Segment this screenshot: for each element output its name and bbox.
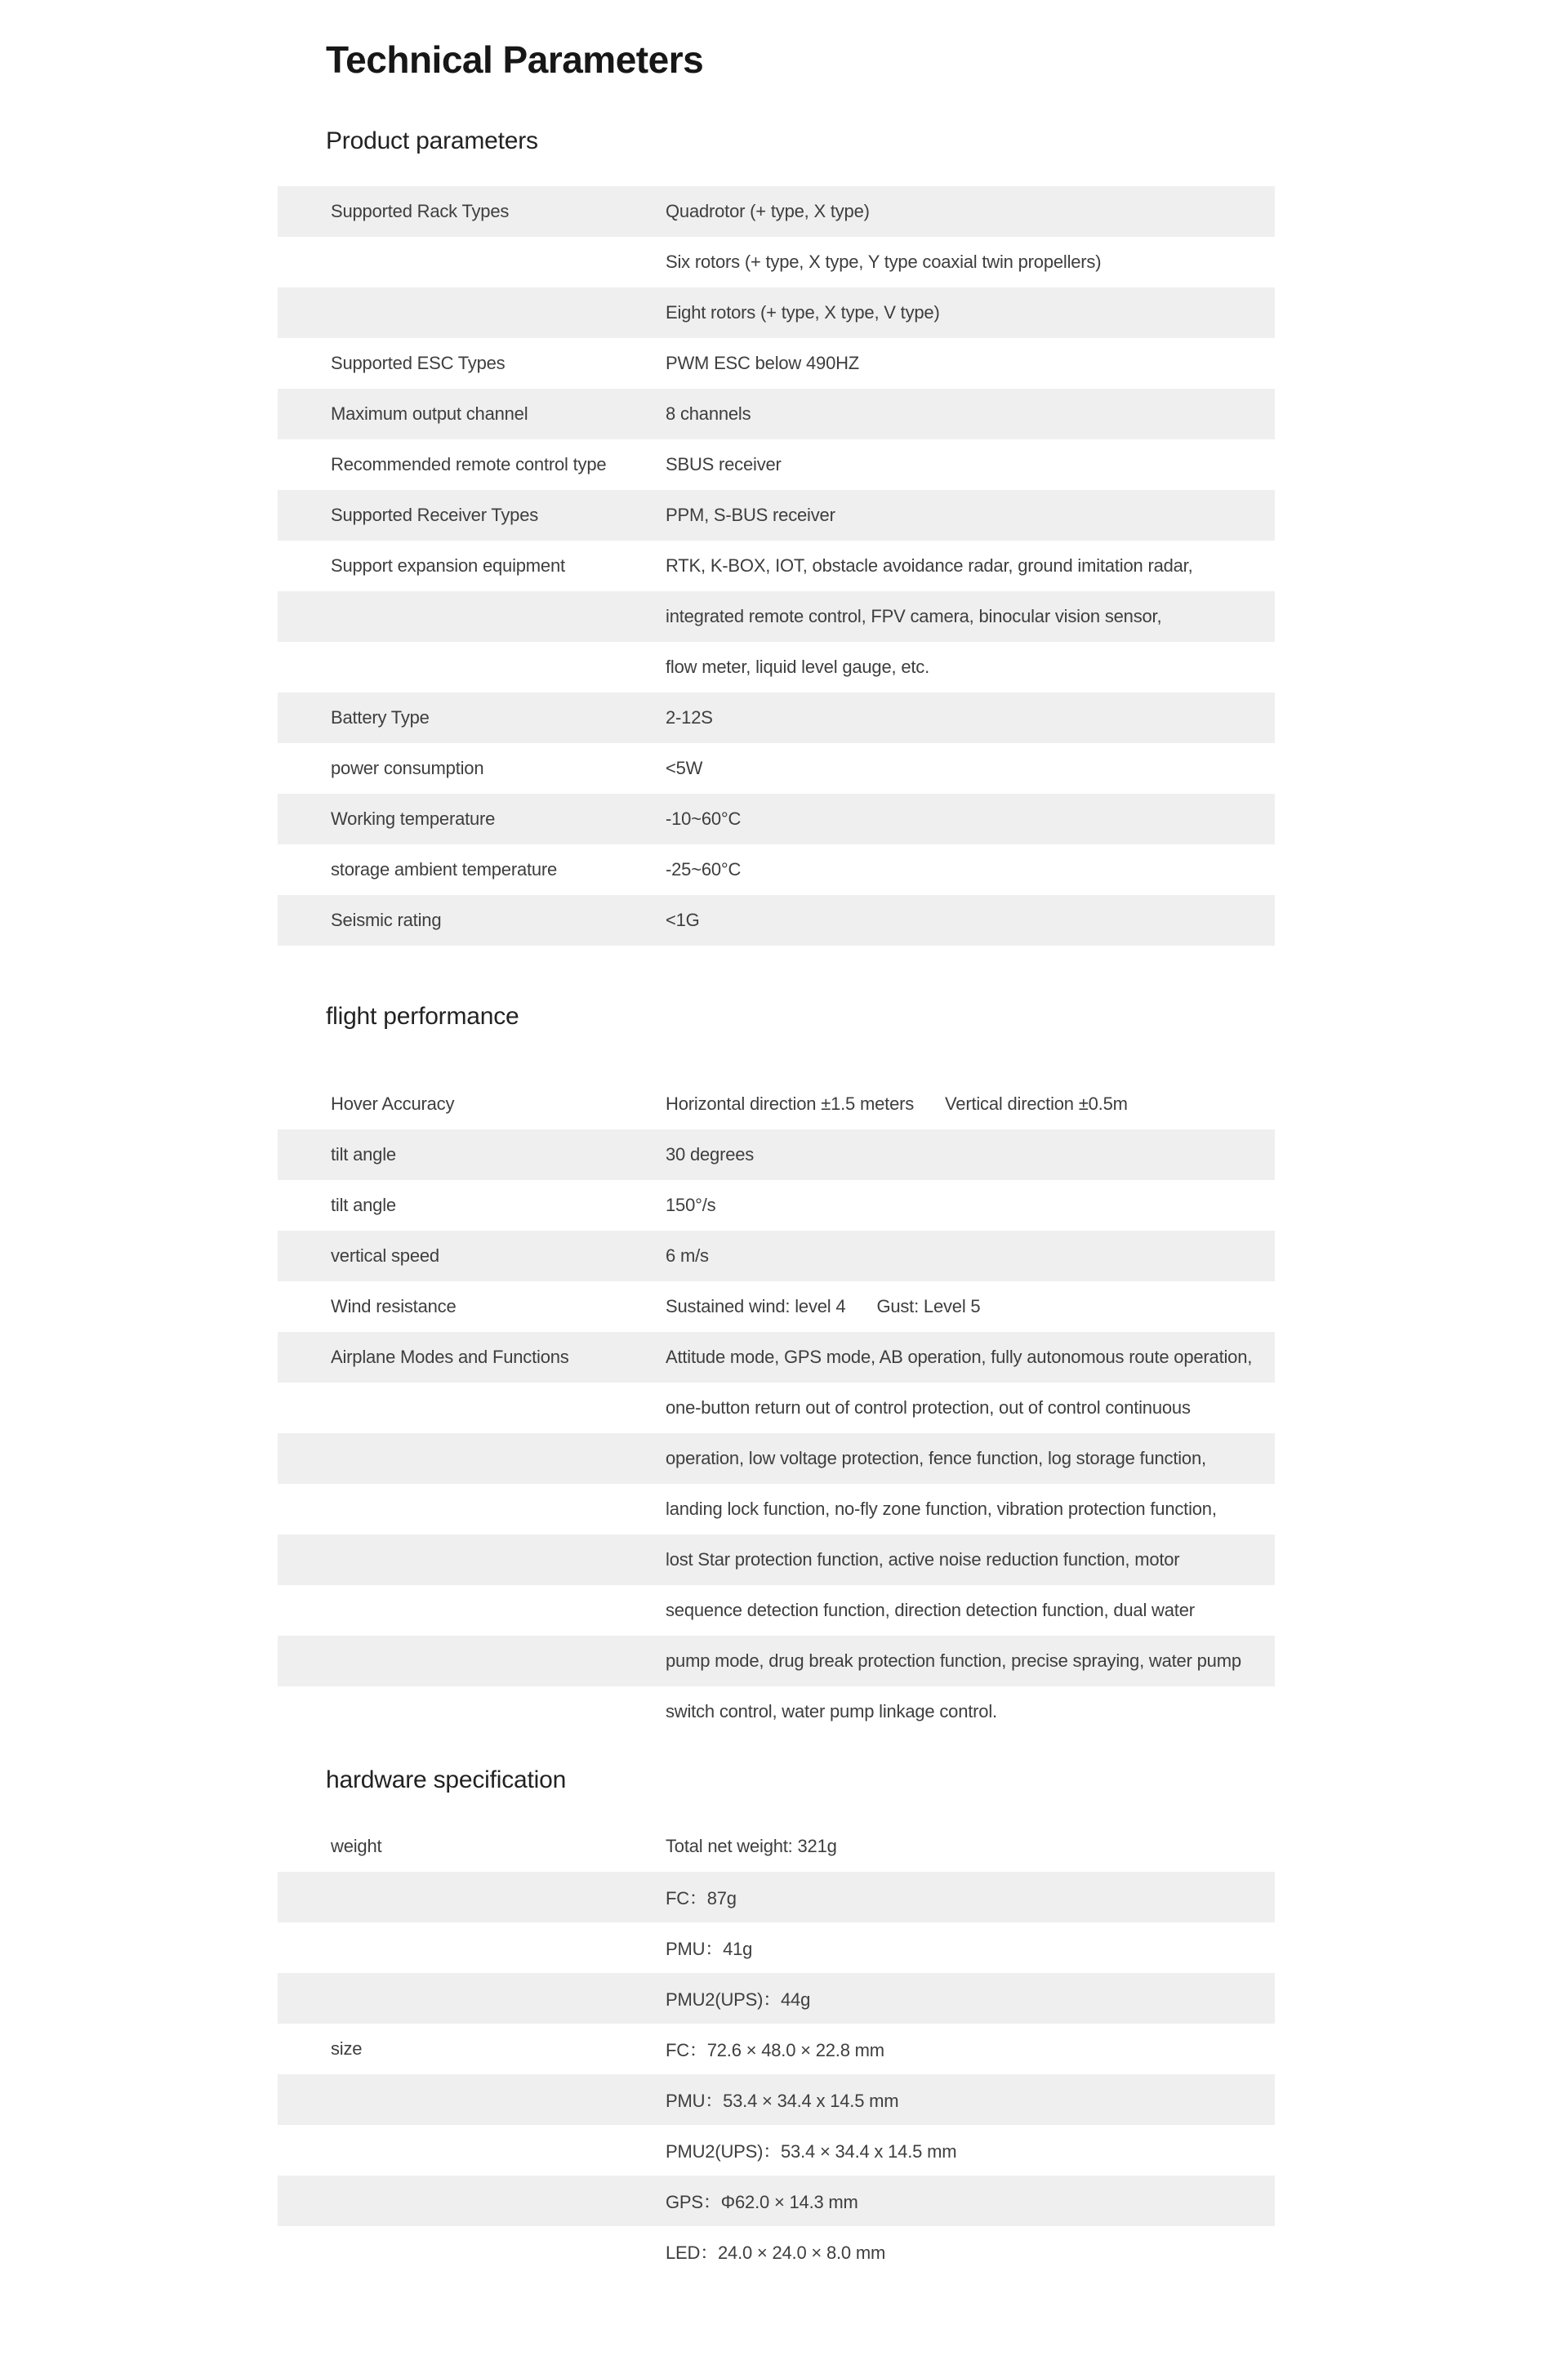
row-value: GPS：Φ62.0 × 14.3 mm (666, 2191, 858, 2212)
spec-row (278, 1585, 1275, 1636)
row-value: PMU：41g (666, 1938, 753, 1959)
spec-row (278, 2176, 1275, 2226)
spec-row (278, 1079, 1275, 1129)
flight-performance-table (278, 1079, 1275, 1737)
spec-row (278, 1281, 1275, 1332)
spec-row (278, 1433, 1275, 1484)
row-label: Hover Accuracy (331, 1093, 455, 1114)
section-heading-flight-performance: flight performance (326, 1003, 519, 1030)
row-value: SBUS receiver (666, 454, 782, 474)
row-value-secondary: Gust: Level 5 (876, 1296, 981, 1316)
row-value: LED：24.0 × 24.0 × 8.0 mm (666, 2242, 886, 2263)
spec-row (278, 1383, 1275, 1433)
row-label: size (331, 2038, 363, 2059)
row-value: 150°/s (666, 1195, 716, 1215)
row-value: Total net weight: 321g (666, 1836, 837, 1856)
spec-row (278, 1636, 1275, 1686)
spec-row (278, 1534, 1275, 1585)
spec-row (278, 1484, 1275, 1534)
row-value: Sustained wind: level 4 (666, 1296, 846, 1316)
spec-row (278, 338, 1275, 389)
spec-row (278, 1872, 1275, 1922)
row-label: Supported ESC Types (331, 353, 506, 373)
row-value: 30 degrees (666, 1144, 755, 1165)
row-value: 8 channels (666, 403, 751, 424)
row-value: one-button return out of control protection, out of control continuous (666, 1397, 1191, 1418)
section-heading-product-parameters: Product parameters (326, 127, 538, 154)
row-value: Horizontal direction ±1.5 meters (666, 1093, 915, 1114)
row-label: Supported Rack Types (331, 201, 510, 221)
row-value: Quadrotor (+ type, X type) (666, 201, 870, 221)
row-label: Support expansion equipment (331, 555, 565, 576)
row-label: Working temperature (331, 808, 496, 829)
spec-row (278, 439, 1275, 490)
spec-row (278, 186, 1275, 237)
spec-row (278, 237, 1275, 287)
row-label: storage ambient temperature (331, 859, 558, 880)
spec-row (278, 1973, 1275, 2024)
spec-row (278, 541, 1275, 591)
spec-row (278, 1180, 1275, 1231)
spec-row (278, 693, 1275, 743)
row-value: 6 m/s (666, 1245, 709, 1266)
spec-row (278, 1922, 1275, 1973)
row-value: lost Star protection function, active noise reduction function, motor (666, 1549, 1180, 1570)
row-label: tilt angle (331, 1144, 396, 1165)
spec-row (278, 844, 1275, 895)
row-value: PPM, S-BUS receiver (666, 505, 835, 525)
row-value: operation, low voltage protection, fence function, log storage function, (666, 1448, 1206, 1468)
row-value: landing lock function, no-fly zone function, vibration protection function, (666, 1499, 1217, 1519)
row-value: 2-12S (666, 707, 713, 728)
spec-row (278, 2074, 1275, 2125)
section-heading-hardware-specification: hardware specification (326, 1766, 567, 1793)
row-value: integrated remote control, FPV camera, binocular vision sensor, (666, 606, 1162, 626)
row-value: sequence detection function, direction detection function, dual water (666, 1600, 1195, 1620)
row-label: Airplane Modes and Functions (331, 1347, 569, 1367)
row-value: switch control, water pump linkage control. (666, 1701, 997, 1721)
row-value: PMU：53.4 × 34.4 x 14.5 mm (666, 2090, 899, 2111)
row-value: FC：87g (666, 1887, 737, 1908)
spec-row (278, 794, 1275, 844)
row-value: Six rotors (+ type, X type, Y type coaxial twin propellers) (666, 252, 1102, 272)
row-value: -10~60°C (666, 808, 742, 829)
row-value: PMU2(UPS)：44g (666, 1989, 811, 2010)
row-label: power consumption (331, 758, 484, 778)
spec-row (278, 2024, 1275, 2074)
row-label: Seismic rating (331, 910, 442, 930)
hardware-specification-table (278, 1821, 1275, 2277)
row-label: Supported Receiver Types (331, 505, 539, 525)
spec-row (278, 2226, 1275, 2277)
spec-row (278, 1129, 1275, 1180)
spec-row (278, 895, 1275, 946)
row-label: Maximum output channel (331, 403, 528, 424)
row-value: <1G (666, 910, 700, 930)
row-label: Wind resistance (331, 1296, 457, 1316)
row-label: weight (331, 1836, 382, 1856)
row-value-secondary: Vertical direction ±0.5m (945, 1093, 1128, 1114)
spec-row (278, 642, 1275, 693)
page-title: Technical Parameters (326, 38, 704, 81)
spec-row (278, 1231, 1275, 1281)
product-parameters-table (278, 186, 1275, 946)
spec-row (278, 591, 1275, 642)
spec-row (278, 287, 1275, 338)
row-value: <5W (666, 758, 703, 778)
row-value: PMU2(UPS)：53.4 × 34.4 x 14.5 mm (666, 2140, 957, 2162)
spec-row (278, 743, 1275, 794)
row-label: tilt angle (331, 1195, 396, 1215)
row-label: vertical speed (331, 1245, 439, 1266)
row-value: Eight rotors (+ type, X type, V type) (666, 302, 940, 323)
row-value: -25~60°C (666, 859, 742, 880)
row-label: Battery Type (331, 707, 430, 728)
row-value: PWM ESC below 490HZ (666, 353, 860, 373)
spec-row (278, 1332, 1275, 1383)
spec-row (278, 490, 1275, 541)
spec-row (278, 2125, 1275, 2176)
spec-row (278, 1821, 1275, 1872)
row-value: Attitude mode, GPS mode, AB operation, fully autonomous route operation, (666, 1347, 1253, 1367)
row-label: Recommended remote control type (331, 454, 607, 474)
spec-row (278, 1686, 1275, 1737)
row-value: RTK, K-BOX, IOT, obstacle avoidance radar, ground imitation radar, (666, 555, 1193, 576)
spec-row (278, 389, 1275, 439)
row-value: pump mode, drug break protection function, precise spraying, water pump (666, 1650, 1241, 1671)
row-value: FC：72.6 × 48.0 × 22.8 mm (666, 2039, 884, 2060)
row-value: flow meter, liquid level gauge, etc. (666, 657, 929, 677)
